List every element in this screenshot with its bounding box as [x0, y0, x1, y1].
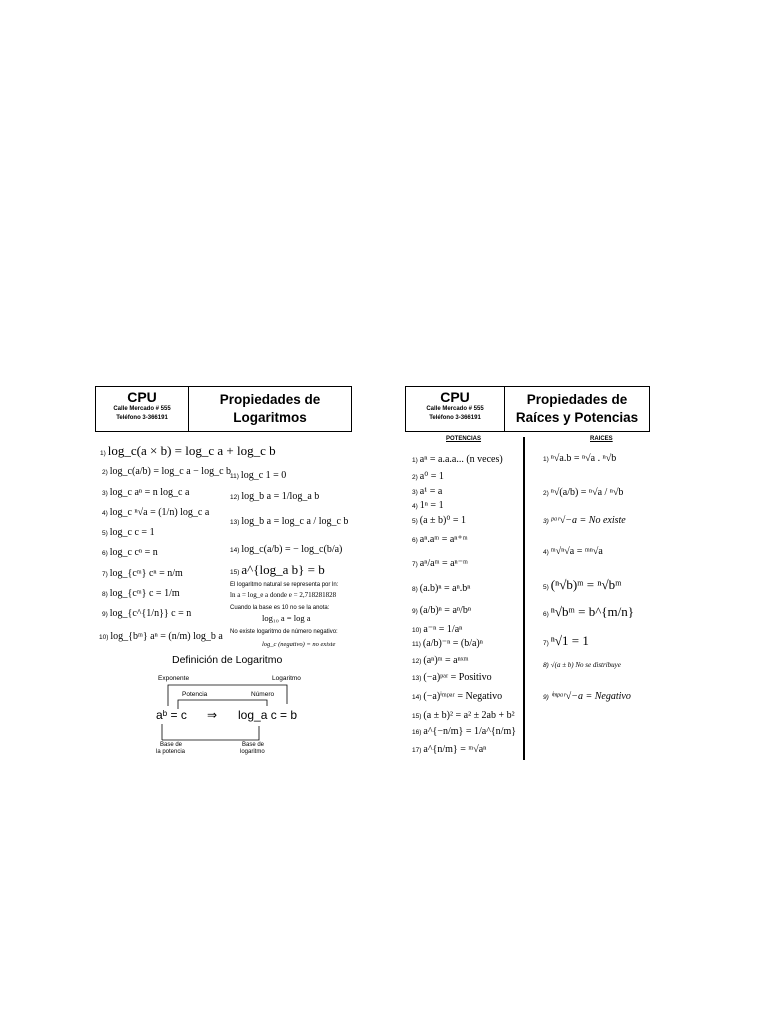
implies-arrow: ⇒ [207, 708, 218, 722]
raices-heading: RAICES [590, 436, 613, 442]
raiz-3: 3) ᵖᵃʳ√−a = No existe [543, 515, 626, 526]
log-formula-11: 11) log_c 1 = 0 [230, 470, 287, 481]
log-formula-10: 10) log_{bᵐ} aⁿ = (n/m) log_b a [99, 631, 223, 642]
left-card-title [189, 387, 351, 431]
potencia-8: 8) (a.b)ⁿ = aⁿ.bⁿ [412, 583, 471, 594]
label-base-log-1: Base de [242, 742, 265, 748]
potencia-9: 9) (a/b)ⁿ = aⁿ/bⁿ [412, 605, 471, 616]
right-card-title [505, 387, 649, 431]
label-potencia: Potencia [182, 691, 208, 698]
raiz-8: 8) √(a ± b) No se distribuye [543, 661, 621, 669]
potencia-3: 3) a¹ = a [412, 486, 443, 497]
raiz-4: 4) ᵐ√ⁿ√a = ᵐⁿ√a [543, 546, 603, 557]
note-negative: No existe logaritmo de número negativo: [230, 629, 338, 635]
left-card-header [95, 386, 352, 432]
brand-phone: Teléfono 3-366191 [116, 415, 168, 421]
potencia-14: 14) (−a)ⁱᵐᵖᵃʳ = Negativo [412, 691, 503, 702]
title-line-2: Raíces y Potencias [515, 410, 639, 425]
note-base-ten: Cuando la base es 10 no se la anota: [230, 605, 330, 611]
potencia-7: 7) aⁿ/aᵐ = aⁿ⁻ᵐ [412, 558, 468, 569]
note-base-ten-formula: log₁₀ a = log a [262, 613, 311, 623]
potencia-6: 6) aⁿ.aᵐ = aⁿ⁺ᵐ [412, 534, 468, 545]
potencia-11: 11) (a/b)⁻ⁿ = (b/a)ⁿ [412, 638, 483, 649]
log-formula-5: 5) log_c c = 1 [102, 527, 155, 538]
logarithm-definition-diagram [150, 668, 320, 760]
left-equation: aᵇ = c [156, 708, 187, 722]
raiz-2: 2) ⁿ√(a/b) = ⁿ√a / ⁿ√b [543, 487, 624, 498]
raiz-7: 7) ⁿ√1 = 1 [543, 633, 589, 648]
label-base-potencia-2: la potencia [156, 749, 186, 755]
raiz-5: 5) (ⁿ√b)ᵐ = ⁿ√bᵐ [543, 577, 622, 592]
arrow-base-potencia-link [162, 726, 259, 740]
title-line-1: Propiedades de [219, 392, 321, 407]
brand-name: CPU [127, 389, 157, 405]
potencia-12: 12) (aⁿ)ᵐ = aⁿˣᵐ [412, 655, 469, 666]
log-formula-1: 1) log_c(a × b) = log_c a + log_c b [100, 443, 276, 458]
label-logaritmo: Logaritmo [272, 675, 301, 682]
label-base-log-2: logaritmo [240, 749, 265, 755]
log-formula-4: 4) log_c ⁿ√a = (1/n) log_c a [102, 507, 210, 518]
label-numero: Número [251, 691, 275, 698]
note-natural-log: El logaritmo natural se representa por ln: [230, 582, 339, 588]
raiz-1: 1) ⁿ√a.b = ⁿ√a . ⁿ√b [543, 453, 617, 464]
brand-address: Calle Mercado # 555 [426, 406, 484, 412]
log-formula-13: 13) log_b a = log_c a / log_c b [230, 516, 349, 527]
brand-name: CPU [440, 389, 470, 405]
column-divider [523, 437, 525, 760]
potencia-17: 17) a^{n/m} = ᵐ√aⁿ [412, 744, 487, 755]
log-formula-6: 6) log_c cⁿ = n [102, 547, 158, 558]
raiz-9: 9) ⁱᵐᵖᵃʳ√−a = Negativo [543, 691, 631, 702]
potencia-2: 2) a⁰ = 1 [412, 471, 444, 482]
left-brand-block [96, 387, 189, 431]
right-equation: log_a c = b [238, 708, 298, 722]
log-formula-3: 3) log_c aⁿ = n log_c a [102, 487, 190, 498]
label-base-potencia-1: Base de [160, 742, 183, 748]
log-formula-2: 2) log_c(a/b) = log_c a − log_c b [102, 466, 232, 477]
label-exponente: Exponente [158, 675, 190, 682]
potencia-16: 16) a^{−n/m} = 1/a^{n/m} [412, 726, 517, 737]
title-line-2: Logaritmos [233, 410, 307, 425]
note-natural-log-formula: ln a = log_e a donde e = 2,718281828 [230, 591, 337, 599]
brand-address: Calle Mercado # 555 [113, 406, 171, 412]
potencia-13: 13) (−a)ᵖᵃʳ = Positivo [412, 672, 492, 683]
right-card-header [405, 386, 650, 432]
potencia-10: 10) a⁻ⁿ = 1/aⁿ [412, 624, 463, 635]
log-formula-15: 15) a^{log_a b} = b [230, 562, 325, 577]
log-formula-8: 8) log_{cᵐ} c = 1/m [102, 588, 180, 599]
log-formula-7: 7) log_{cᵐ} cⁿ = n/m [102, 568, 183, 579]
potencia-4: 4) 1ⁿ = 1 [412, 500, 444, 511]
potencia-1: 1) aⁿ = a.a.a... (n veces) [412, 454, 503, 465]
potencia-5: 5) (a ± b)⁰ = 1 [412, 515, 467, 526]
potencias-heading: POTENCIAS [446, 436, 482, 442]
brand-phone: Teléfono 3-366191 [429, 415, 481, 421]
note-negative-formula: log_c (negativo) = no existe [262, 641, 336, 648]
right-brand-block [406, 387, 505, 431]
title-line-1: Propiedades de [526, 392, 628, 407]
log-formula-14: 14) log_c(a/b) = − log_c(b/a) [230, 544, 343, 555]
log-formula-9: 9) log_{c^{1/n}} c = n [102, 608, 192, 619]
raiz-6: 6) ⁿ√bᵐ = b^{m/n} [543, 604, 634, 619]
potencia-15: 15) (a ± b)² = a² ± 2ab + b² [412, 710, 515, 721]
log-formula-12: 12) log_b a = 1/log_a b [230, 491, 320, 502]
definition-title: Definición de Logaritmo [172, 654, 283, 666]
